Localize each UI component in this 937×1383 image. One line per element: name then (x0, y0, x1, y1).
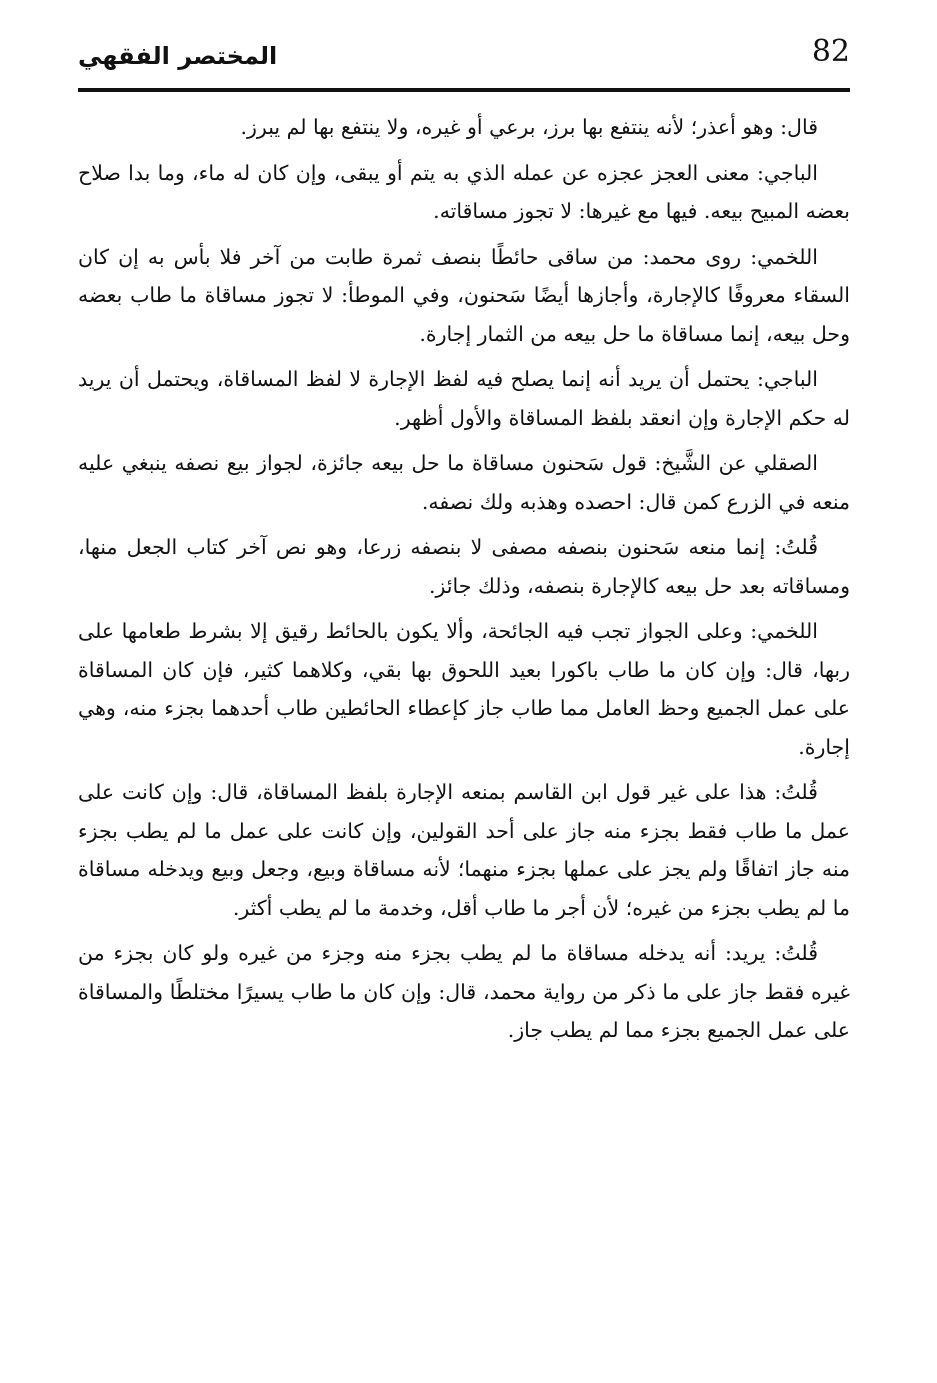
paragraph-7: اللخمي: وعلى الجواز تجب فيه الجائحة، وألا يكون بالحائط رقيق إلا بشرط طعامها على ربها، قال: وإن كان ما طاب باكورا بعيد اللحوق بها بقي، وكلاهما كثير، فإن كان المساقاة على عمل الجميع وحظ العامل مما طاب جاز كإعطاء الحائطين طاب أحدهما بجزء منه، وهي إجارة. (78, 619, 850, 759)
paragraph-5: الصقلي عن الشَّيخ: قول سَحنون مساقاة ما حل بيعه جائزة، لجواز بيع نصفه ينبغي عليه منعه في الزرع كمن قال: احصده وهذبه ولك نصفه. (78, 451, 850, 514)
paragraph-8: قُلتُ: هذا على غير قول ابن القاسم بمنعه الإجارة بلفظ المساقاة، قال: وإن كانت على عمل ما طاب فقط بجزء منه جاز على أحد القولين، وإن كانت على عمل ما لم يطب بجزء منه جاز اتفاقًا ولم يجز على عملها بجزء منهما؛ لأنه مساقاة وبيع، وجعل وبيع ويدخله مساقاة ما لم يطب بجزء من غيره؛ لأن أجر ما طاب أقل، وخدمة ما لم يطب أكثر. (78, 780, 850, 920)
page-header (78, 28, 850, 86)
book-title: المختصر الفقهي (78, 42, 278, 70)
header-divider (78, 88, 850, 92)
paragraph-6: قُلتُ: إنما منعه سَحنون بنصفه مصفى لا بنصفه زرعا، وهو نص آخر كتاب الجعل منها، ومساقاته بعد حل بيعه كالإجارة بنصفه، وذلك جائز. (78, 535, 850, 598)
page-number: 82 (811, 34, 850, 69)
paragraph-4: الباجي: يحتمل أن يريد أنه إنما يصلح فيه لفظ الإجارة لا لفظ المساقاة، ويحتمل أن يريد له حكم الإجارة وإن انعقد بلفظ المساقاة والأول أظهر. (78, 367, 850, 430)
paragraph-1: قال: وهو أعذر؛ لأنه ينتفع بها برز، برعي أو غيره، ولا ينتفع بها لم يبرز. (240, 115, 818, 139)
page-body (78, 108, 850, 1057)
paragraph-2: الباجي: معنى العجز عجزه عن عمله الذي به يتم أو يبقى، وإن كان له ماء، وما بدا صلاح بعضه المبيح بيعه. فيها مع غيرها: لا تجوز مساقاته. (78, 160, 850, 223)
paragraph-3: اللخمي: روى محمد: من ساقى حائطًا بنصف ثمرة طابت من آخر فلا بأس به إن كان السقاء معروفًا كالإجارة، وأجازها أيضًا سَحنون، وفي الموطأ: لا تجوز مساقاة ما طاب بعضه وحل بيعه، إنما مساقاة ما حل بيعه من الثمار إجارة. (78, 244, 850, 346)
paragraph-9: قُلتُ: يريد: أنه يدخله مساقاة ما لم يطب بجزء منه وجزء من غيره ولو كان بجزء من غيره فقط جاز على ما ذكر من رواية محمد، قال: وإن كان ما طاب يسيرًا مختلطًا والمساقاة على عمل الجميع بجزء مما لم يطب جاز. (78, 941, 850, 1042)
